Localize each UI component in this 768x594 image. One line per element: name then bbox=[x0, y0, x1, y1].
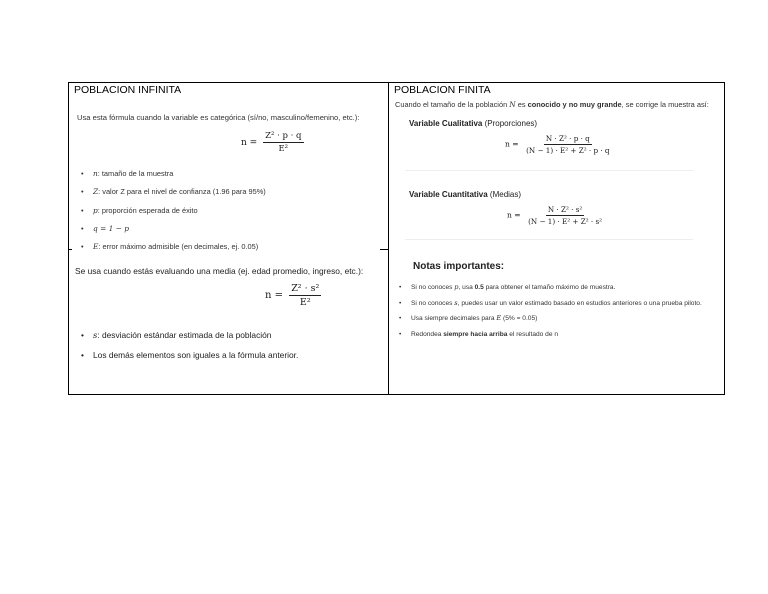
divider bbox=[405, 239, 693, 240]
formula-cuantitativa: n = $\frac{\text{N · Z² · s²}}{\text{(N − 1) · E² + Z² · s²}}$ bbox=[507, 205, 603, 226]
intro-media: Se usa cuando estás evaluando una media (ej. edad promedio, ingreso, etc.): bbox=[75, 266, 364, 276]
cell-poblacion-infinita bbox=[69, 83, 388, 394]
variables-list bbox=[81, 165, 266, 256]
table-tick bbox=[68, 249, 72, 250]
formula-denominator: E² bbox=[278, 144, 289, 154]
list-item: • Si no conoces p, usa 0.5 para obtener el tamaño máximo de muestra. bbox=[399, 280, 702, 296]
header-poblacion-finita: POBLACION FINITA bbox=[394, 84, 491, 96]
comparison-table bbox=[68, 82, 725, 395]
medias-list bbox=[81, 325, 298, 365]
notes-list bbox=[399, 280, 702, 342]
formula-lhs: n = bbox=[265, 290, 283, 301]
list-item: • Los demás elementos son iguales a la fórmula anterior. bbox=[81, 345, 298, 365]
notes-title: Notas importantes: bbox=[413, 261, 505, 272]
formula-medias bbox=[265, 283, 321, 308]
table-tick bbox=[380, 249, 388, 250]
list-item: • n: tamaño de la muestra bbox=[81, 165, 266, 183]
formula-proporciones bbox=[241, 131, 304, 154]
list-item: • s: desviación estándar estimada de la población bbox=[81, 325, 298, 345]
list-item: • Z: valor Z para el nivel de confianza (1.96 para 95%) bbox=[81, 183, 266, 201]
title-cuantitativa: Variable Cuantitativa (Medias) bbox=[409, 190, 522, 199]
divider bbox=[405, 170, 693, 171]
header-poblacion-infinita: POBLACION INFINITA bbox=[74, 84, 182, 96]
formula-image-proporciones bbox=[71, 101, 386, 269]
intro-categorica: Usa esta fórmula cuando la variable es categórica (sí/no, masculino/femenino, etc.): bbox=[77, 113, 360, 122]
formula-denominator: E² bbox=[299, 297, 311, 308]
formula-cualitativa: n = $\frac{\text{N · Z² · p · q}}{\text{(N − 1) · E² + Z² · p · q}}$ bbox=[505, 134, 610, 155]
formula-image-medias bbox=[71, 261, 386, 361]
formula-numerator: Z² · s² bbox=[291, 283, 320, 294]
list-item: • Redondea siempre hacia arriba el resultado de n bbox=[399, 327, 702, 343]
intro-finita: Cuando el tamaño de la población N es conocido y no muy grande, se corrige la muestra así: bbox=[395, 100, 709, 109]
title-cualitativa: Variable Cualitativa (Proporciones) bbox=[409, 119, 538, 128]
list-item: • p: proporción esperada de éxito bbox=[81, 202, 266, 220]
list-item: • Si no conoces s, puedes usar un valor estimado basado en estudios anteriores o una prueba piloto. bbox=[399, 296, 702, 312]
list-item: • q = 1 − p bbox=[81, 220, 266, 238]
formula-numerator: Z² · p · q bbox=[265, 131, 302, 141]
formula-lhs: n = bbox=[241, 138, 258, 148]
list-item: • E: error máximo admisible (en decimales, ej. 0.05) bbox=[81, 238, 266, 256]
list-item: • Usa siempre decimales para E (5% = 0.05) bbox=[399, 311, 702, 327]
formula-image-finita bbox=[395, 97, 709, 367]
cell-poblacion-finita bbox=[389, 83, 724, 394]
